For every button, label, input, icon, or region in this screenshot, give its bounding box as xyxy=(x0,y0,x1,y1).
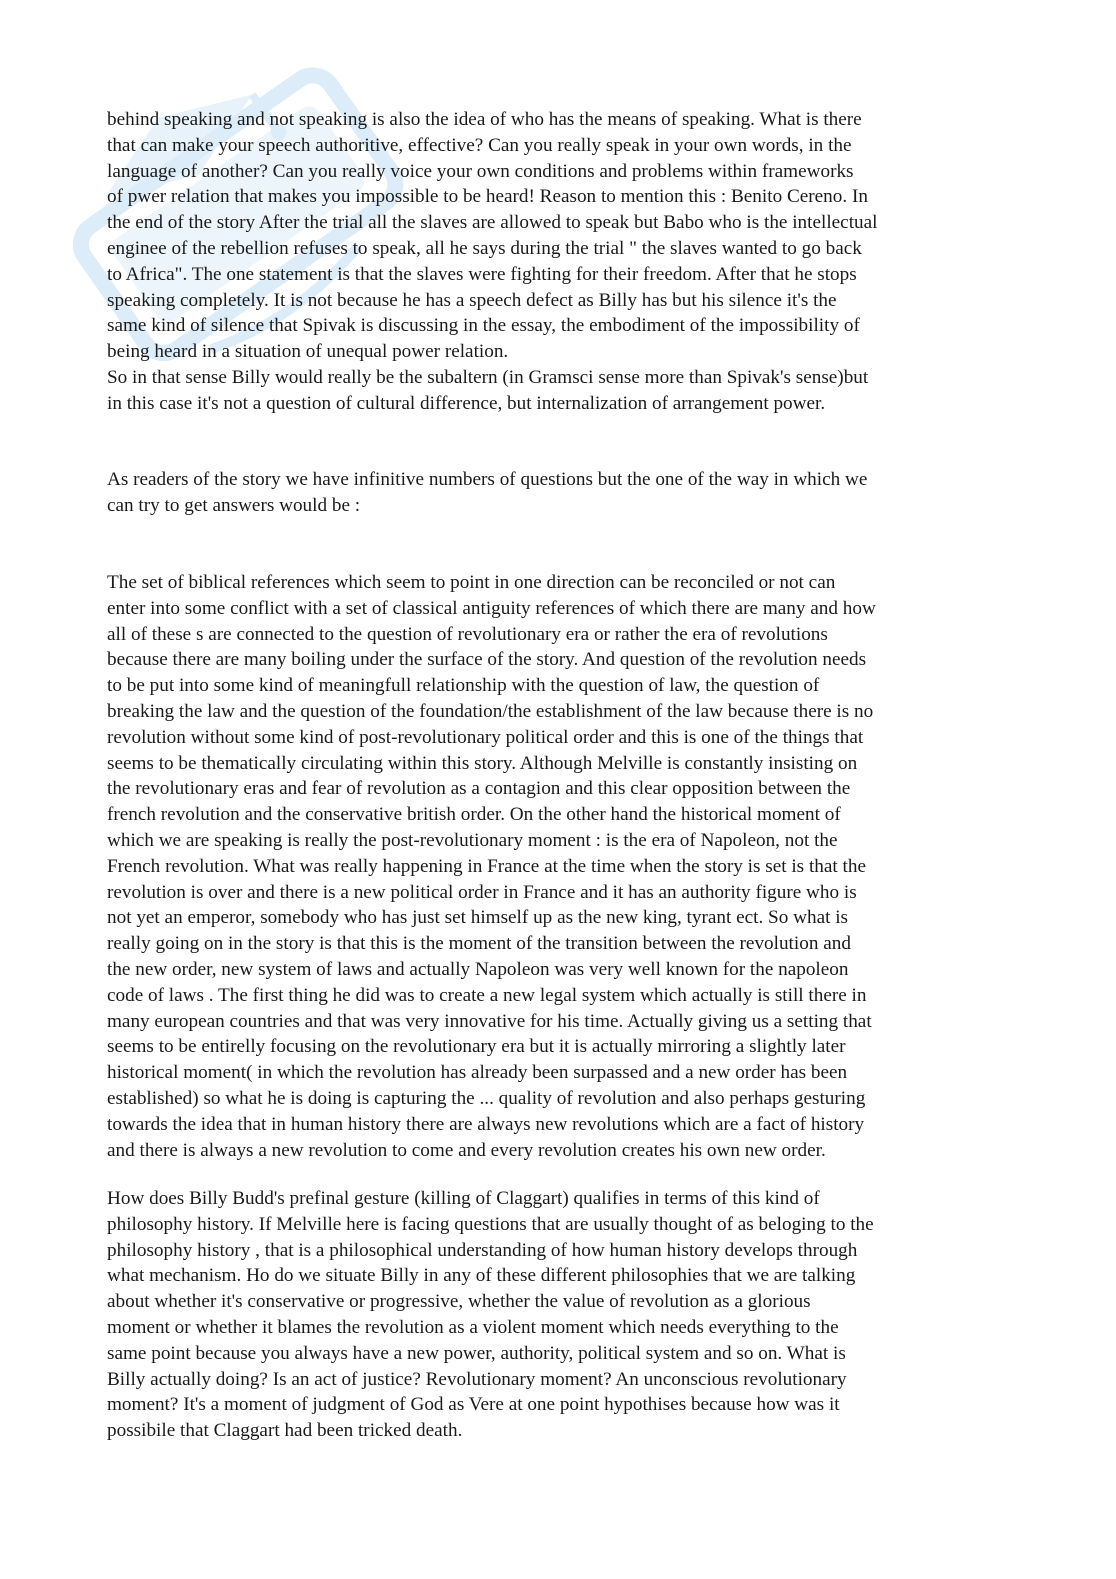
text-line: breaking the law and the question of the foundation/the establishment of the law because there is no xyxy=(107,700,874,722)
text-line: because there are many boiling under the surface of the story. And question of the revolution needs xyxy=(107,649,867,671)
text-line: enginee of the rebellion refuses to speak, all he says during the trial " the slaves wanted to go back xyxy=(107,237,862,259)
text-line: that can make your speech authoritive, effective? Can you really speak in your own words, in the xyxy=(107,134,852,156)
text-line: being heard in a situation of unequal power relation. xyxy=(107,341,509,363)
text-line: The set of biblical references which seem to point in one direction can be reconciled or not can xyxy=(107,572,836,593)
text-line: same kind of silence that Spivak is discussing in the essay, the embodiment of the impossibility of xyxy=(107,315,860,337)
text-line: language of another? Can you really voice your own conditions and problems within frameworks xyxy=(107,160,854,182)
text-line: speaking completely. It is not because he has a speech defect as Billy has but his silence it's the xyxy=(107,289,837,311)
text-line: possibile that Claggart had been tricked death. xyxy=(107,1420,463,1442)
text-line: many european countries and that was very innovative for his time. Actually giving us a setting that xyxy=(107,1010,872,1032)
text-line: How does Billy Budd's prefinal gesture (killing of Claggart) qualifies in terms of this kind of xyxy=(107,1188,820,1209)
text-line: As readers of the story we have infinitive numbers of questions but the one of the way in which we xyxy=(107,469,868,490)
text-line: towards the idea that in human history there are always new revolutions which are a fact of history xyxy=(107,1113,865,1135)
text-line: in this case it's not a question of cultural difference, but internalization of arrangement power. xyxy=(107,392,826,414)
text-line: of pwer relation that makes you impossible to be heard! Reason to mention this : Benito Cereno. In xyxy=(107,186,868,208)
text-line: about whether it's conservative or progressive, whether the value of revolution as a glorious xyxy=(107,1291,811,1313)
text-line: philosophy history , that is a philosophical understanding of how human history develops through xyxy=(107,1239,858,1261)
text-line: to Africa". The one statement is that the slaves were fighting for their freedom. After that he stops xyxy=(107,263,857,285)
text-line: to be put into some kind of meaningfull relationship with the question of law, the question of xyxy=(107,675,820,697)
paragraph-1 xyxy=(107,107,1007,417)
text-line: moment? It's a moment of judgment of God as Vere at one point hypothises because how was it xyxy=(107,1394,840,1416)
text-line: French revolution. What was really happening in France at the time when the story is set is that the xyxy=(107,855,866,877)
text-line: enter into some conflict with a set of classical antiguity references of which there are many and how xyxy=(107,597,876,619)
text-line: seems to be entirelly focusing on the revolutionary era but it is actually mirroring a slightly later xyxy=(107,1036,846,1058)
text-line: and there is always a new revolution to come and every revolution creates his own new order. xyxy=(107,1139,826,1161)
text-line: seems to be thematically circulating within this story. Although Melville is constantly insisting on xyxy=(107,752,858,774)
text-line: what mechanism. Ho do we situate Billy in any of these different philosophies that we are talking xyxy=(107,1265,856,1287)
text-line: french revolution and the conservative british order. On the other hand the historical moment of xyxy=(107,804,841,826)
text-line: revolution is over and there is a new political order in France and it has an authority figure who is xyxy=(107,881,857,903)
text-line: not yet an emperor, somebody who has just set himself up as the new king, tyrant ect. So what is xyxy=(107,907,849,929)
text-line: revolution without some kind of post-revolutionary political order and this is one of the things that xyxy=(107,726,864,748)
text-line: So in that sense Billy would really be the subaltern (in Gramsci sense more than Spivak's sense)but xyxy=(107,366,869,388)
text-line: philosophy history. If Melville here is facing questions that are usually thought of as beloging to the xyxy=(107,1213,874,1235)
paragraph-2 xyxy=(107,467,1007,519)
text-line: moment or whether it blames the revolution as a violent moment which needs everything to the xyxy=(107,1316,839,1338)
text-line: the revolutionary eras and fear of revolution as a contagion and this clear opposition between the xyxy=(107,778,851,800)
text-line: historical moment( in which the revolution has already been surpassed and a new order has been xyxy=(107,1062,848,1084)
paragraph-3 xyxy=(107,570,1007,1163)
text-line: code of laws . The first thing he did was to create a new legal system which actually is still there in xyxy=(107,984,867,1006)
text-line: which we are speaking is really the post-revolutionary moment : is the era of Napoleon, not the xyxy=(107,829,838,851)
text-line: established) so what he is doing is capturing the ... quality of revolution and also perhaps gesturing xyxy=(107,1087,866,1109)
text-line: behind speaking and not speaking is also the idea of who has the means of speaking. What is there xyxy=(107,109,862,130)
text-line: can try to get answers would be : xyxy=(107,494,361,516)
text-line: the new order, new system of laws and actually Napoleon was very well known for the napoleon xyxy=(107,958,849,980)
text-line: really going on in the story is that this is the moment of the transition between the revolution and xyxy=(107,933,851,955)
text-line: all of these s are connected to the question of revolutionary era or rather the era of revolutions xyxy=(107,623,828,645)
text-line: same point because you always have a new power, authority, political system and so on. What is xyxy=(107,1342,846,1364)
paragraph-4 xyxy=(107,1186,1007,1444)
text-line: the end of the story After the trial all the slaves are allowed to speak but Babo who is the intellectual xyxy=(107,212,878,234)
text-line: Billy actually doing? Is an act of justice? Revolutionary moment? An unconscious revolutionary xyxy=(107,1368,847,1390)
